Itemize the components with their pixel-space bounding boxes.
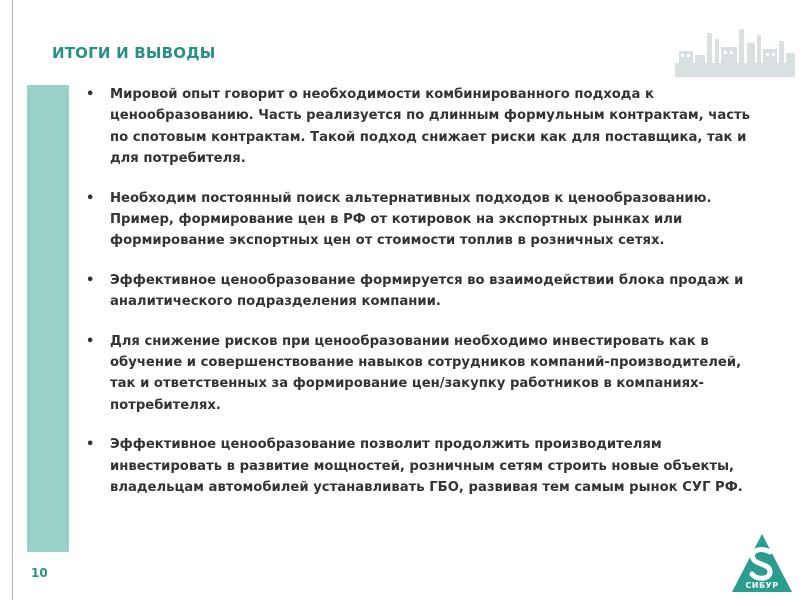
bullet-dot-icon: • (86, 333, 95, 349)
bullet-text: Мировой опыт говорит о необходимости комбинированного подхода к ценообразованию. Часть реализуется по длинным формульным контрактам, часть по спотовым контрактам. Такой подход снижает риски как для поставщика, так и для потребителя. (110, 87, 751, 167)
bullet-dot-icon: • (86, 272, 95, 288)
teal-accent-bar (27, 85, 69, 552)
bullet-text: Эффективное ценообразование формируется во взаимодействии блока продаж и аналитического подразделения компании. (110, 272, 744, 310)
bullet-item (84, 188, 754, 252)
slide-title: ИТОГИ И ВЫВОДЫ (52, 44, 216, 62)
bullet-text: Необходим постоянный поиск альтернативных подходов к ценообразованию. Пример, формирование цен в РФ от котировок на экспортных рынках или формирование экспортных цен от стоимости топлив в розничных сетях. (110, 190, 712, 249)
bullet-list (84, 84, 754, 517)
bullet-item (84, 270, 754, 313)
page-number: 10 (31, 566, 48, 580)
bullet-item (84, 434, 754, 498)
bullet-dot-icon: • (86, 437, 95, 453)
bullet-item (84, 84, 754, 170)
industrial-skyline-icon (675, 25, 795, 77)
bullet-dot-icon: • (86, 190, 95, 206)
bullet-text: Эффективное ценообразование позволит продолжить производителям инвестировать в развитие мощностей, розничным сетям строить новые объекты, владельцам автомобилей устанавливать ГБО, развивая тем самым рынок СУГ РФ. (110, 437, 743, 496)
left-border-line (12, 0, 13, 600)
sibur-logo (730, 532, 794, 594)
bullet-item (84, 331, 754, 417)
bullet-dot-icon: • (86, 87, 95, 102)
logo-text: СИБУР (745, 581, 779, 590)
bullet-text: Для снижение рисков при ценообразовании необходимо инвестировать как в обучение и совершенствование навыков сотрудников компаний-производителей, так и ответственных за формирование цен/закупку работников в компаниях-потребителях. (110, 333, 742, 413)
